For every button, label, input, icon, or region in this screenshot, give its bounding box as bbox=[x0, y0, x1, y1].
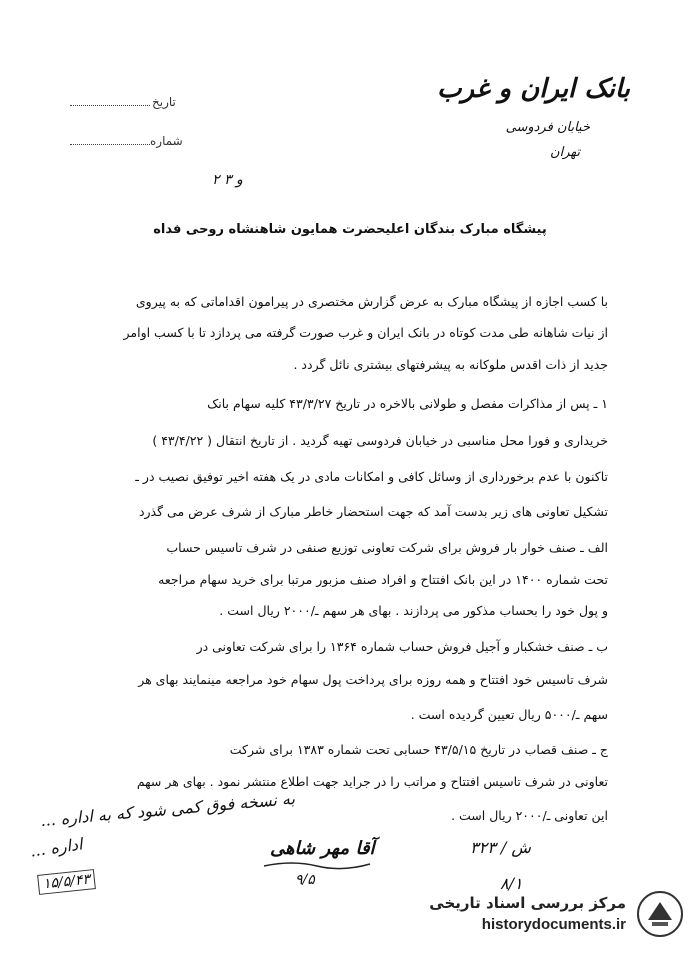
body-line: شرف تاسیس خود افتتاح و همه روزه برای پرداخت پول سهام خود مراجعه مینمایند بهای هر bbox=[138, 672, 608, 687]
signature-underline bbox=[262, 858, 372, 872]
signature-note: ۹/۵ bbox=[295, 872, 315, 888]
salutation: پیشگاه مبارک بندگان اعلیحضرت همایون شاهنشاه روحی فداه bbox=[153, 222, 547, 237]
bank-city: تهران bbox=[550, 145, 580, 160]
reference-date: ۸/۱ bbox=[500, 874, 523, 893]
watermark-url: historydocuments.ir bbox=[481, 916, 626, 933]
bank-name: بانک ایران و غرب bbox=[437, 74, 630, 104]
body-line: سهم ـ/۵۰۰۰ ریال تعیین گردیده است . bbox=[410, 707, 608, 722]
body-line: با کسب اجازه از پیشگاه مبارک به عرض گزارش مختصری در پیرامون اقداماتی که به پیروی bbox=[135, 294, 608, 309]
body-line: تحت شماره ۱۴۰۰ در این بانک افتتاح و افراد صنف مزبور مرتبا برای خرید سهام مراجعه bbox=[158, 572, 608, 587]
date-label: تاریخ bbox=[152, 95, 176, 109]
body-line: جدید از ذات اقدس ملوکانه به پیشرفتهای بیشتری نائل گردد . bbox=[293, 357, 608, 372]
reference-number: ۳۲۳ / ش bbox=[470, 838, 531, 857]
body-line: الف ـ صنف خوار بار فروش برای شرکت تعاونی توزیع صنفی در شرف تاسیس حساب bbox=[166, 540, 608, 555]
signature-name: آقا مهر شاهی bbox=[270, 838, 375, 859]
body-line: تاکنون با عدم برخورداری از وسائل کافی و امکانات مادی در یک هفته اخیر توفیق نصیب در ـ bbox=[135, 469, 608, 484]
handwritten-note: به نسخه فوق کمی شود که به اداره ... bbox=[39, 788, 296, 831]
body-line: ج ـ صنف قصاب در تاریخ ۴۳/۵/۱۵ حسابی تحت شماره ۱۳۸۳ برای شرکت bbox=[229, 742, 608, 757]
archive-logo-icon bbox=[636, 890, 684, 938]
date-line bbox=[70, 104, 150, 106]
body-line: تعاونی در شرف تاسیس افتتاح و مراتب را در جراید جهت اطلاع منتشر نمود . بهای هر سهم bbox=[136, 774, 608, 789]
body-line: ب ـ صنف خشکبار و آجیل فروش حساب شماره ۱۳۶۴ را برای شرکت تعاونی در bbox=[196, 639, 608, 654]
number-line bbox=[70, 143, 150, 145]
handwritten-note-2: اداره ... bbox=[28, 834, 84, 861]
body-line: تشکیل تعاونی های زیر بدست آمد که جهت استحضار خاطر مبارک از شرف عرض می گذرد bbox=[138, 504, 608, 519]
page-number: ۲ و ۳ bbox=[212, 172, 243, 188]
bank-branch: خیابان فردوسی bbox=[505, 120, 590, 135]
number-label: شماره bbox=[150, 134, 183, 148]
watermark-title: مرکز بررسی اسناد تاریخی bbox=[429, 894, 626, 912]
stamp-date: ۱۵/۵/۴۳ bbox=[37, 869, 96, 895]
body-line: این تعاونی ـ/۲۰۰۰ ریال است . bbox=[451, 808, 608, 823]
body-line: خریداری و فورا محل مناسبی در خیابان فردوسی تهیه گردید . از تاریخ انتقال ( ۴۳/۴/۲۲ ) bbox=[152, 433, 608, 448]
watermark bbox=[390, 890, 690, 942]
body-line: ۱ ـ پس از مذاکرات مفصل و طولانی بالاخره در تاریخ ۴۳/۳/۲۷ کلیه سهام بانک bbox=[207, 396, 608, 411]
body-line: از نیات شاهانه طی مدت کوتاه در بانک ایران و غرب صورت گرفته می پردازد تا با کسب اوامر bbox=[123, 325, 608, 340]
body-line: و پول خود را بحساب مذکور می پردازند . بهای هر سهم ـ/۲۰۰۰ ریال است . bbox=[219, 603, 608, 618]
